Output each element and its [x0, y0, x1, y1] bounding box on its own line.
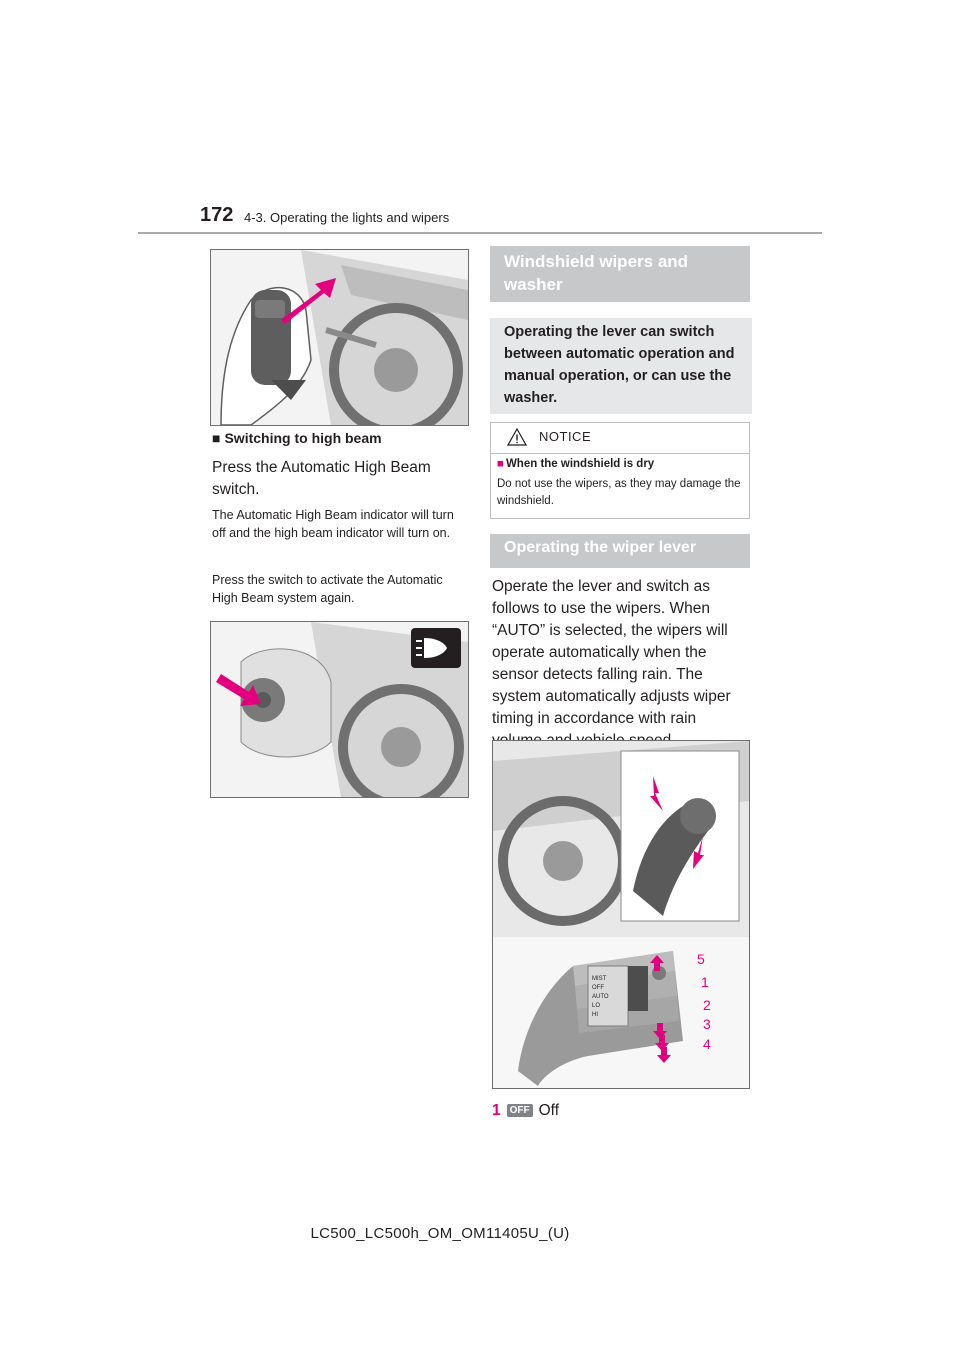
lever-position-5: 5 [697, 951, 705, 967]
section-band-wipers: Windshield wipers and washer [490, 246, 750, 302]
item-label: Off [538, 1102, 560, 1119]
notice-text: Do not use the wipers, as they may damage the windshield. [497, 478, 741, 507]
notice-marker: ■ [497, 458, 504, 470]
notice-box [490, 422, 750, 519]
list-item-off [492, 1102, 559, 1120]
notice-subtitle [497, 458, 654, 470]
switch-label-lo: LO [592, 1003, 601, 1009]
footer-document-code: LC500_LC500h_OM_OM11405U_(U) [310, 1225, 570, 1242]
note-text-2: Press the switch to activate the Automatic High Beam system again. [212, 573, 443, 605]
off-badge: OFF [507, 1104, 533, 1117]
lever-position-3: 3 [703, 1016, 711, 1032]
section-band-lever: Operating the wiper lever [490, 534, 750, 568]
body-text-right: Operate the lever and switch as follows to use the wipers. When “AUTO” is selected, the wipers will operate automatically when the sensor detects falling rain. The system automatically adjusts wiper timing in accordance with rain [492, 578, 731, 727]
intro-box: Operating the lever can switch between automatic operation and manual operation, or can use the washer. [490, 318, 752, 414]
figure-wiper-lever [492, 740, 750, 1089]
wiper-lever-illustration [493, 741, 749, 1088]
lever-position-1: 1 [701, 974, 709, 990]
notice-header [491, 423, 749, 454]
switch-label-auto: AUTO [592, 994, 609, 1000]
item-number: 1 [492, 1102, 501, 1119]
notice-label: NOTICE [539, 429, 592, 444]
switch-label-hi: HI [592, 1012, 598, 1018]
push-lever-illustration [211, 250, 468, 425]
body-text-left: Press the Automatic High Beam switch. [212, 459, 431, 498]
subhead-marker: ■ [212, 430, 221, 446]
press-switch-illustration [211, 622, 468, 797]
note-text-1: The Automatic High Beam indicator will turn off and the high beam indicator will turn on. [212, 508, 454, 540]
lever-position-4: 4 [703, 1036, 711, 1052]
notice-subtitle-text: When the windshield is dry [505, 458, 655, 470]
lever-position-2: 2 [703, 997, 711, 1013]
figure-press-switch [210, 621, 469, 798]
section-title: 4-3. Operating the lights and wipers [244, 210, 450, 225]
page-number: 172 [200, 204, 234, 226]
header-rule [138, 232, 822, 234]
switch-label-off: OFF [592, 985, 604, 991]
subhead-text: Switching to high beam [224, 430, 382, 446]
warning-triangle-icon [507, 427, 527, 447]
switch-label-mist: MIST [592, 976, 607, 982]
subhead-high-beam [212, 430, 382, 446]
figure-push-lever [210, 249, 469, 426]
